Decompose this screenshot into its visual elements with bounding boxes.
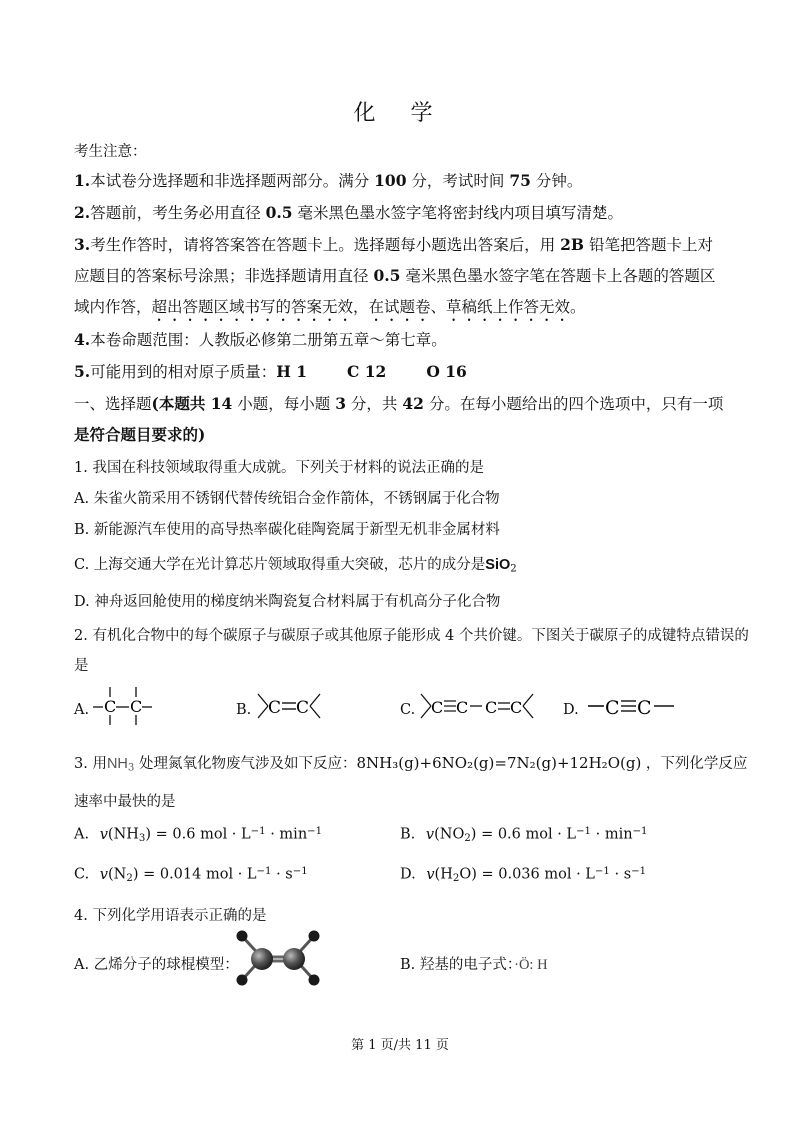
- svg-text:C: C: [268, 698, 282, 718]
- q1-stem: 1. 我国在科技领域取得重大成就。下列关于材料的说法正确的是: [74, 460, 484, 476]
- svg-text:C: C: [130, 697, 143, 716]
- section-1-heading-line-2: 是符合题目要求的): [74, 425, 206, 444]
- q4-stem: 4. 下列化学用语表示正确的是: [74, 908, 267, 924]
- q4-option-b: B. 羟基的电子式：·Ö: H: [400, 957, 548, 973]
- q2-structure-a: [90, 683, 160, 729]
- svg-text:C: C: [485, 698, 498, 717]
- q2-structure-c: [418, 690, 548, 724]
- q3-option-c: C. $v(N_2) = 0.014$ mol · $L^{-1} \cdot s^{-1}$: [74, 866, 308, 885]
- q2-structure-d: [584, 690, 684, 724]
- section-1-heading: 一、选择题(本题共 14 小题，每小题 3 分，共 42 分。在每小题给出的四个选项中，只有一项: [74, 394, 724, 413]
- svg-text:C: C: [296, 698, 310, 718]
- q1-option-d: D. 神舟返回舱使用的梯度纳米陶瓷复合材料属于有机高分子化合物: [74, 594, 501, 610]
- svg-text:C: C: [605, 697, 620, 719]
- ethylene-ball-stick-model: [228, 928, 328, 992]
- q2-option-c-label: C.: [400, 702, 416, 718]
- q2-option-b-label: B.: [236, 702, 252, 718]
- svg-text:C: C: [637, 697, 652, 719]
- q2-option-a-label: A.: [74, 702, 90, 718]
- q4-option-a: A. 乙烯分子的球棍模型：: [74, 957, 239, 973]
- q2-stem: 2. 有机化合物中的每个碳原子与碳原子或其他原子能形成 4 个共价键。下图关于碳原子的成键特点错误的: [74, 628, 749, 644]
- notice-4: 4.本卷命题范围：人教版必修第二册第五章～第七章。: [74, 330, 447, 349]
- svg-text:C: C: [104, 697, 117, 716]
- q2-option-d-label: D.: [563, 702, 579, 718]
- q3-option-a: A. $v(NH_3) = 0.6$ mol · $L^{-1} \cdot \min^{-1}$: [74, 826, 323, 845]
- q2-structure-b: [254, 690, 326, 724]
- notice-3-line-3: 域内作答，超出答题区域书写的答案无效，在试题卷、草稿纸上作答无效。: [74, 298, 586, 316]
- q3-option-b: B. $v(NO_2) = 0.6$ mol · $L^{-1} \cdot \min^{-1}$: [400, 826, 648, 845]
- notice-2: 2.答题前，考生务必用直径 0.5 毫米黑色墨水签字笔将密封线内项目填写清楚。: [74, 203, 624, 222]
- q2-stem-line-2: 是: [74, 658, 89, 674]
- notice-5: 5.可能用到的相对原子质量：H 1 C 12 O 16: [74, 362, 467, 381]
- q1-option-a: A. 朱雀火箭采用不锈钢代替传统铝合金作箭体，不锈钢属于化合物: [74, 491, 500, 507]
- svg-text:C: C: [510, 698, 523, 717]
- q1-option-c: C. 上海交通大学在光计算芯片领域取得重大突破，芯片的成分是SiO$_2$: [74, 557, 517, 575]
- q3-stem: 3. 用$NH_3$ 处理氮氧化物废气涉及如下反应：8NH₃(g)+6NO₂(g)=7N₂(g)+12H₂O(g) ，下列化学反应: [74, 754, 748, 774]
- q3-stem-line-2: 速率中最快的是: [74, 794, 176, 810]
- notice-3-line-2: 应题目的答案标号涂黑；非选择题请用直径 0.5 毫米黑色墨水签字笔在答题卡上各题的答题区: [74, 266, 716, 285]
- notice-1: 1.本试卷分选择题和非选择题两部分。满分 100 分，考试时间 75 分钟。: [74, 171, 583, 190]
- notice-3: 3.考生作答时，请将答案答在答题卡上。选择题每小题选出答案后，用 2B 铅笔把答题卡上对: [74, 235, 713, 254]
- svg-text:C: C: [456, 698, 469, 717]
- hydroxyl-electron-formula: ·Ö: H: [514, 957, 548, 973]
- reaction-equation: 8NH₃(g)+6NO₂(g)=7N₂(g)+12H₂O(g): [356, 754, 642, 772]
- page-footer: 第 1 页/共 11 页: [351, 1038, 449, 1053]
- page-title: 化 学: [353, 101, 447, 126]
- sio2-formula: SiO: [485, 557, 511, 573]
- notice-heading: 考生注意：: [74, 144, 147, 160]
- svg-text:C: C: [431, 698, 444, 717]
- q3-option-d: D. $v(H_2O) = 0.036$ mol · $L^{-1} \cdot s^{-1}$: [400, 866, 647, 885]
- q1-option-b: B. 新能源汽车使用的高导热率碳化硅陶瓷属于新型无机非金属材料: [74, 522, 500, 538]
- emphasized-warning: 超出答题区域书写的答案无效，在试题卷、草稿纸上作答无效: [151, 298, 571, 316]
